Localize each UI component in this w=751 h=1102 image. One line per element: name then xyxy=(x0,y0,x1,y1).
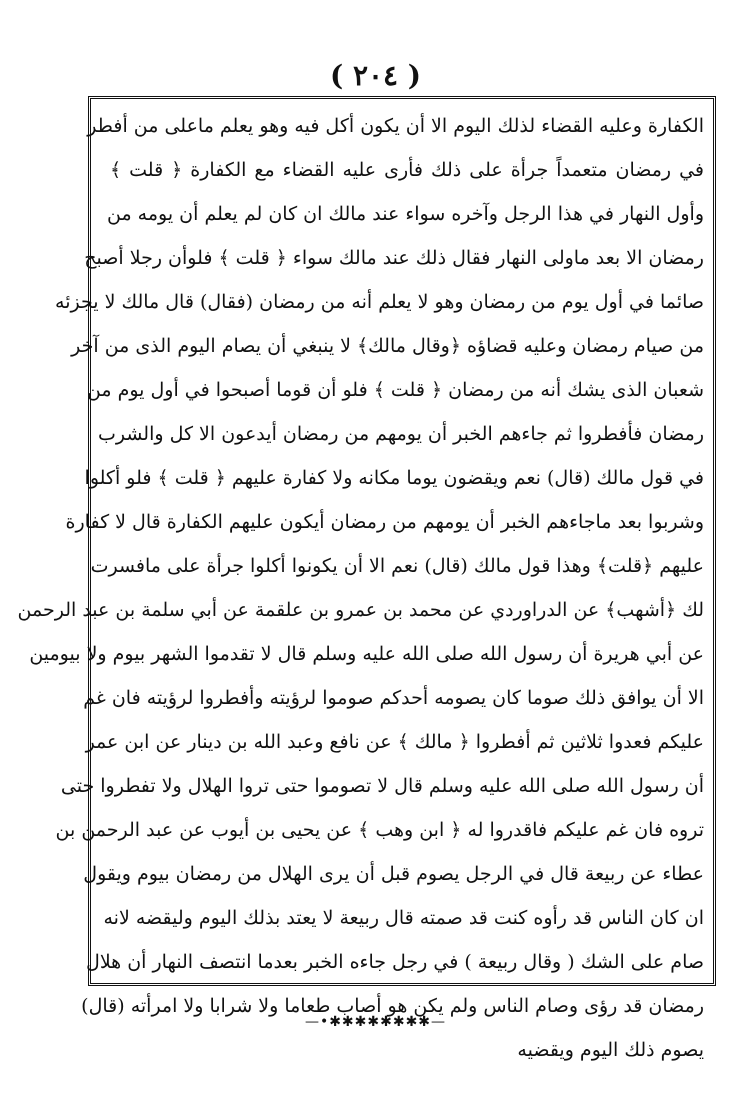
text-line: عن أبي هريرة أن رسول الله صلى الله عليه وسلم قال لا تقدموا الشهر بيوم ولا بيومين xyxy=(29,643,704,665)
text-line: صام على الشك ( وقال ربيعة ) في رجل جاءه الخبر بعدما انتصف النهار أن هلال xyxy=(86,951,704,973)
page-number: ( ٢٠٤ ) xyxy=(329,59,422,92)
text-line: عطاء عن ربيعة قال في الرجل يصوم قبل أن يرى الهلال من رمضان بيوم ويقول xyxy=(83,863,704,885)
text-body xyxy=(17,104,704,1072)
text-line: صائما في أول يوم من رمضان وهو لا يعلم أنه من رمضان (فقال) قال مالك لا يجزئه xyxy=(55,291,704,313)
text-line: في قول مالك (قال) نعم ويقضون يوما مكانه ولا كفارة عليهم ﴿ قلت ﴾ فلو أكلوا xyxy=(84,467,704,489)
text-line: رمضان قد رؤى وصام الناس ولم يكن هو أصاب طعاما ولا شرابا ولا امرأته (قال) xyxy=(81,995,704,1017)
text-line: رمضان فأفطروا ثم جاءهم الخبر أن يومهم من رمضان أيدعون الا كل والشرب xyxy=(97,423,704,445)
text-line: أن رسول الله صلى الله عليه وسلم قال لا تصوموا حتى تروا الهلال ولا تفطروا حتى xyxy=(60,775,704,797)
text-line: الكفارة وعليه القضاء لذلك اليوم الا أن يكون أكل فيه وهو يعلم ماعلى من أفطر xyxy=(87,115,704,137)
text-line: لك ﴿أشهب﴾ عن الدراوردي عن محمد بن عمرو بن علقمة عن أبي سلمة بن عبد الرحمن xyxy=(17,599,704,621)
text-line: الا أن يوافق ذلك صوما كان يصومه أحدكم صوموا لرؤيته وأفطروا لرؤيته فان غم xyxy=(83,687,704,709)
text-line-last: يصوم ذلك اليوم ويقضيه xyxy=(517,1039,704,1061)
text-line: في رمضان متعمداً جرأة على ذلك فأرى عليه القضاء مع الكفارة ﴿ قلت ﴾ xyxy=(110,159,704,181)
text-line: من صيام رمضان وعليه قضاؤه ﴿وقال مالك﴾ لا ينبغي أن يصام اليوم الذى من آخر xyxy=(71,335,704,357)
text-line: عليكم فعدوا ثلاثين ثم أفطروا ﴿ مالك ﴾ عن نافع وعبد الله بن دينار عن ابن عمر xyxy=(85,731,704,753)
text-line: رمضان الا بعد ماولى النهار فقال ذلك عند مالك سواء ﴿ قلت ﴾ فلوأن رجلا أصبح xyxy=(84,247,704,269)
text-line: تروه فان غم عليكم فاقدروا له ﴿ ابن وهب ﴾ عن يحيى بن أيوب عن عبد الرحمن بن xyxy=(55,819,704,841)
text-line: وأول النهار في هذا الرجل وآخره سواء عند مالك ان كان لم يعلم أن يومه من xyxy=(106,203,704,225)
text-line: ان كان الناس قد رأوه كنت قد صمته قال ربيعة لا يعتد بذلك اليوم وليقضه لانه xyxy=(103,907,704,929)
end-ornament: —•✱✱✱✱✱✱✱✱— xyxy=(304,1014,447,1030)
text-line: شعبان الذى يشك أنه من رمضان ﴿ قلت ﴾ فلو أن قوما أصبحوا في أول يوم من xyxy=(86,379,704,401)
text-line: وشربوا بعد ماجاءهم الخبر أن يومهم من رمضان أيكون عليهم الكفارة قال لا كفارة xyxy=(65,511,704,533)
text-line: عليهم ﴿قلت﴾ وهذا قول مالك (قال) نعم الا أن يكونوا أكلوا جرأة على مافسرت xyxy=(90,555,704,577)
